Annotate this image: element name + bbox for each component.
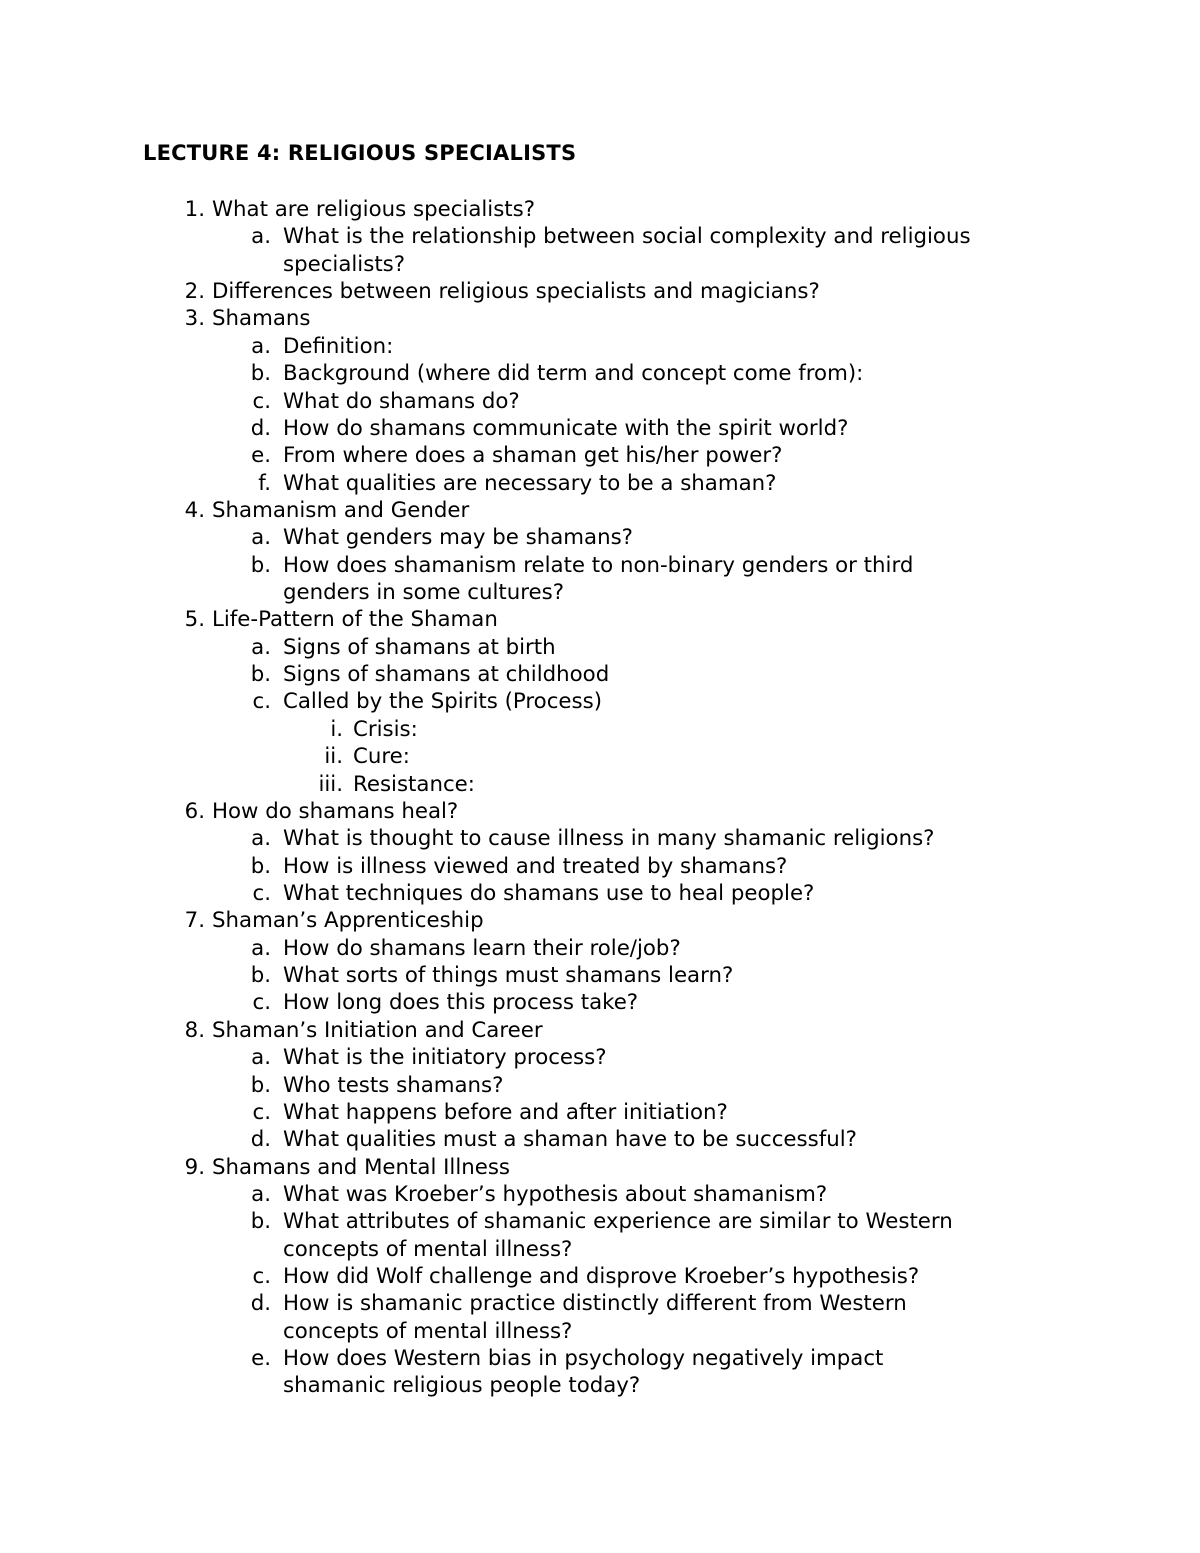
list-marker: f. [258,470,271,496]
list-item-text: What do shamans do? [283,388,520,414]
list-marker: a. [251,333,271,359]
outline-item [0,497,1200,524]
list-item-text: How does shamanism relate to non-binary genders or third [283,552,914,578]
list-item-text: What qualities are necessary to be a shaman? [283,470,777,496]
outline-subitem [0,962,1200,989]
outline-subitem [0,1318,1200,1345]
list-marker: 3. [184,306,205,332]
list-marker: b. [250,361,271,387]
list-marker: a. [251,224,271,250]
list-item-text: From where does a shaman get his/her power? [283,443,783,469]
list-item-text: What is the initiatory process? [283,1045,607,1071]
list-marker: b. [250,853,271,879]
list-item-text: Background (where did term and concept come from): [283,361,864,387]
list-marker: d. [250,415,271,441]
outline-subsubitem [0,771,1200,798]
list-marker: a. [251,1045,271,1071]
outline-subitem [0,360,1200,387]
outline-subitem [0,388,1200,415]
list-marker: a. [251,935,271,961]
list-item-text: Shaman’s Apprenticeship [212,908,484,934]
outline-subitem [0,634,1200,661]
list-marker: c. [252,990,271,1016]
outline-item [0,305,1200,332]
outline-list [0,196,1200,1400]
list-item-text: Who tests shamans? [283,1072,504,1098]
list-marker: 8. [184,1017,205,1043]
list-item-text: How long does this process take? [283,990,639,1016]
outline-subitem [0,552,1200,579]
outline-subitem [0,333,1200,360]
list-marker: a. [251,634,271,660]
list-item-text: What techniques do shamans use to heal people? [283,880,815,906]
outline-subitem [0,1181,1200,1208]
outline-subitem [0,1044,1200,1071]
list-item-text: How do shamans heal? [212,798,459,824]
list-item-text: Shaman’s Initiation and Career [212,1017,543,1043]
list-marker: d. [250,1127,271,1153]
list-marker: c. [252,880,271,906]
outline-subitem [0,935,1200,962]
list-item-text: Signs of shamans at birth [283,634,556,660]
outline-subitem [0,880,1200,907]
list-item-text: What sorts of things must shamans learn? [283,963,734,989]
list-marker: e. [251,443,271,469]
list-item-text: How does Western bias in psychology negatively impact [283,1346,884,1372]
list-marker: c. [252,689,271,715]
outline-subitem [0,1263,1200,1290]
list-marker: ii. [324,744,343,770]
outline-subitem [0,223,1200,250]
list-item-text: What was Kroeber’s hypothesis about shamanism? [283,1181,828,1207]
list-item-text: Called by the Spirits (Process) [283,689,603,715]
list-item-text: How do shamans learn their role/job? [283,935,681,961]
outline-subitem [0,688,1200,715]
list-marker: b. [250,662,271,688]
outline-subitem [0,415,1200,442]
list-marker: 6. [184,798,205,824]
outline-item [0,798,1200,825]
outline-item [0,907,1200,934]
list-marker: 5. [184,607,205,633]
list-marker: a. [251,525,271,551]
list-item-text: concepts of mental illness? [283,1236,573,1262]
list-item-text: How do shamans communicate with the spirit world? [283,415,849,441]
list-item-text: What qualities must a shaman have to be successful? [283,1127,857,1153]
outline-subitem [0,1236,1200,1263]
list-item-text: shamanic religious people today? [283,1373,641,1399]
list-marker: c. [252,1099,271,1125]
outline-subitem [0,470,1200,497]
outline-subitem [0,1372,1200,1399]
list-item-text: How is illness viewed and treated by shamans? [283,853,788,879]
list-marker: a. [251,1181,271,1207]
list-marker: a. [251,826,271,852]
list-item-text: concepts of mental illness? [283,1318,573,1344]
list-item-text: What genders may be shamans? [283,525,633,551]
outline-item [0,1154,1200,1181]
list-item-text: What happens before and after initiation? [283,1099,728,1125]
list-item-text: Shamans and Mental Illness [212,1154,511,1180]
outline-subitem [0,853,1200,880]
list-item-text: Definition: [283,333,394,359]
outline-subsubitem [0,743,1200,770]
outline-subitem [0,1072,1200,1099]
list-marker: c. [252,1264,271,1290]
outline-subitem [0,825,1200,852]
list-item-text: How did Wolf challenge and disprove Kroeber’s hypothesis? [283,1264,920,1290]
list-item-text: Resistance: [353,771,475,797]
list-marker: 2. [184,279,205,305]
list-marker: b. [250,1072,271,1098]
list-item-text: What is thought to cause illness in many shamanic religions? [283,826,935,852]
list-item-text: Differences between religious specialists and magicians? [212,279,820,305]
list-item-text: Cure: [353,744,410,770]
outline-subitem [0,661,1200,688]
list-marker: i. [330,716,343,742]
list-marker: 4. [184,497,205,523]
list-item-text: How is shamanic practice distinctly different from Western [283,1291,907,1317]
outline-subitem [0,442,1200,469]
outline-subitem [0,1290,1200,1317]
list-marker: b. [250,963,271,989]
list-item-text: What attributes of shamanic experience are similar to Western [283,1209,953,1235]
list-item-text: Shamans [212,306,311,332]
outline-subitem [0,989,1200,1016]
outline-item [0,606,1200,633]
list-marker: 9. [184,1154,205,1180]
list-item-text: genders in some cultures? [283,580,565,606]
list-marker: 7. [184,908,205,934]
page-title: LECTURE 4: RELIGIOUS SPECIALISTS [143,141,577,165]
outline-subitem [0,251,1200,278]
list-item-text: What is the relationship between social complexity and religious [283,224,971,250]
outline-subsubitem [0,716,1200,743]
list-marker: c. [252,388,271,414]
list-item-text: Crisis: [353,716,418,742]
outline-subitem [0,579,1200,606]
list-item-text: Signs of shamans at childhood [283,662,610,688]
list-marker: d. [250,1291,271,1317]
outline-item [0,196,1200,223]
list-marker: e. [251,1346,271,1372]
outline-item [0,278,1200,305]
outline-item [0,1017,1200,1044]
list-item-text: specialists? [283,251,406,277]
outline-subitem [0,524,1200,551]
outline-subitem [0,1126,1200,1153]
list-marker: iii. [318,771,343,797]
outline-subitem [0,1345,1200,1372]
list-item-text: What are religious specialists? [212,197,536,222]
list-marker: 1. [184,197,205,222]
list-item-text: Shamanism and Gender [212,497,470,523]
list-item-text: Life-Pattern of the Shaman [212,607,498,633]
outline-subitem [0,1208,1200,1235]
list-marker: b. [250,1209,271,1235]
outline-subitem [0,1099,1200,1126]
list-marker: b. [250,552,271,578]
